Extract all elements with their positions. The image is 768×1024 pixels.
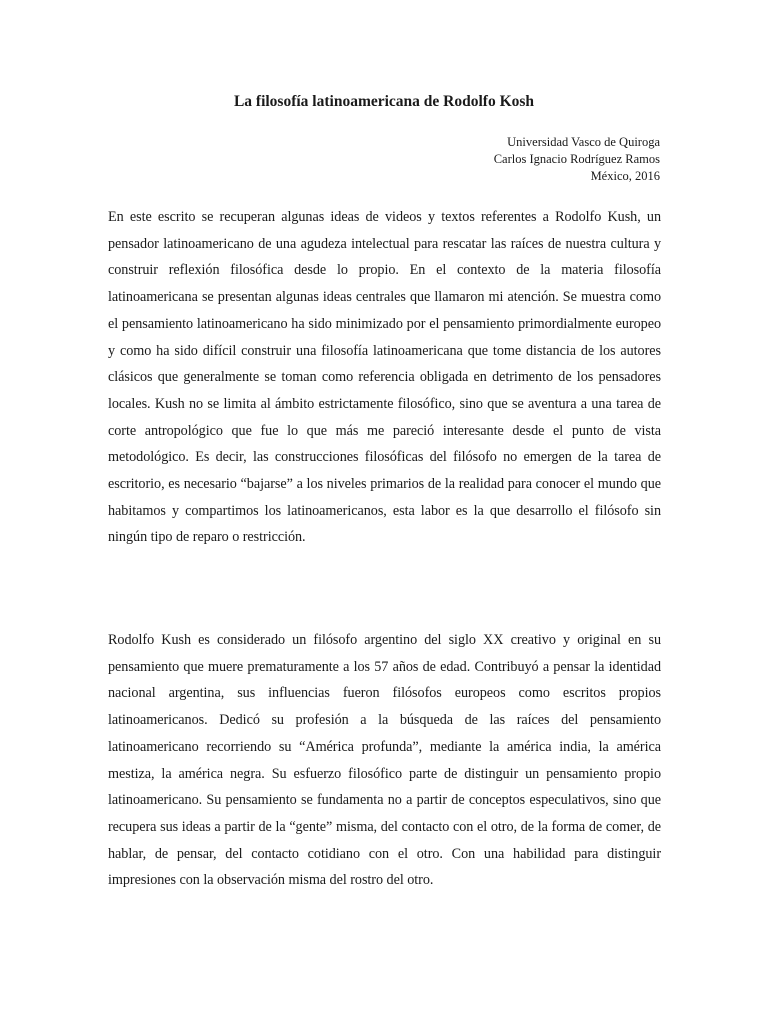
author-block [494,134,660,185]
place-date: México, 2016 [590,169,660,183]
institution: Universidad Vasco de Quiroga [507,135,660,149]
document-title: La filosofía latinoamericana de Rodolfo Kosh [233,93,535,110]
paragraph-biography: Rodolfo Kush es considerado un filósofo argentino del siglo XX creativo y original en su pensamiento que muere prematuramente a los 57 años de edad. Contribuyó a pensar la identidad nacional argentina, sus influencias fueron filósofos europeos como escritos propios latinoamericanos. Dedicó su profesión a la búsqueda de las raíces del pensamiento latinoamericano recorriendo su “América profunda”, mediante la américa india, la américa mestiza, la américa negra. Su esfuerzo filosófico parte de distinguir un pensamiento propio latinoamericano. Su pensamiento se fundamenta no a partir de conceptos especulativos, sino que recupera sus ideas a partir de la “gente” misma, del contacto con el otro, de la forma de comer, de hablar, de pensar, del contacto cotidiano con el otro. Con una habilidad para distinguir impresiones con la observación misma del rostro del otro. [108,632,661,889]
author-name: Carlos Ignacio Rodríguez Ramos [493,152,660,166]
paragraph-intro: En este escrito se recuperan algunas ideas de videos y textos referentes a Rodolfo Kush, un pensador latinoamericano de una agudeza intelectual para rescatar las raíces de nuestra cultura y construir reflexión filosófica desde lo propio. En el contexto de la materia filosofía latinoamericana se presentan algunas ideas centrales que llamaron mi atención. Se muestra como el pensamiento latinoamericano ha sido minimizado por el pensamiento primordialmente europeo y como ha sido difícil construir una filosofía latinoamericana que tome distancia de los autores clásicos que generalmente se toman como referencia obligada en detrimento de los pensadores locales. Kush no se limita al ámbito estrictamente filosófico, sino que se aventura a una tarea de corte antropológico que fue lo que más me pareció interesante desde el punto de vista metodológico. Es decir, las construcciones filosóficas del filósofo no emergen de la tarea de escritorio, es necesario “bajarse” a los niveles primarios de la realidad para conocer el mundo que habitamos y compartimos los latinoamericanos, esta labor es la que desarrollo el filósofo sin ningún tipo de reparo o restricción. [108,209,661,546]
